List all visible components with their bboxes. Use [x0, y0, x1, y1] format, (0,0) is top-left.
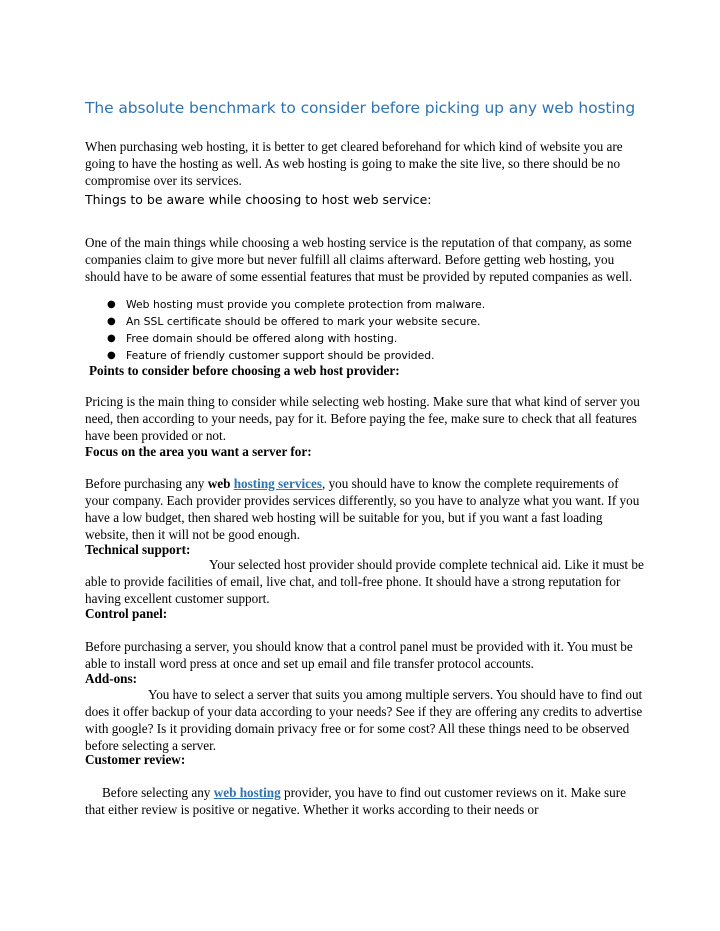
- points-heading: Points to consider before choosing a web host provider:: [89, 363, 400, 378]
- list-item: [85, 330, 645, 347]
- focus-heading: Focus on the area you want a server for:: [85, 444, 312, 459]
- list-item-text: Free domain should be offered along with hosting.: [126, 332, 398, 345]
- intro-paragraph: When purchasing web hosting, it is better to get cleared beforehand for which kind of website you are going to have the hosting as well. As web hosting is going to make the site live, so there should be no compromise over its services.: [85, 139, 623, 188]
- pricing-paragraph: Pricing is the main thing to consider while selecting web hosting. Make sure that what kind of server you need, then according to your needs, pay for it. Before paying the fee, make sure to check that all features have been provided or not.: [85, 394, 640, 443]
- bullet-icon: ●: [107, 350, 116, 361]
- things-paragraph: One of the main things while choosing a web hosting service is the reputation of that company, as some companies claim to give more but never fulfill all claims afterward. Before getting web hosting, you should have to be aware of some essential features that must be provided by reputed companies as well.: [85, 235, 633, 284]
- list-item: [85, 296, 645, 313]
- hosting-services-link[interactable]: hosting services: [233, 476, 322, 491]
- add-ons-paragraph: You have to select a server that suits you among multiple servers. You should have to find out does it offer backup of your data according to your needs? See if they are offering any credits to advertise with google? Is it providing domain privacy free or for some cost? All these things need to be observed before selecting a server.: [85, 687, 643, 753]
- list-item: [85, 313, 645, 330]
- focus-text-after: , you should have to know the complete requirements of your company. Each provider provides services differently, so you have to analyze what you want. If you have a low budget, then shared web hosting will be suitable for you, but if you want a fast loading website, then it will not be good enough.: [85, 476, 640, 542]
- technical-support-heading: Technical support:: [85, 542, 191, 557]
- bullet-icon: ●: [107, 316, 116, 327]
- document-title: The absolute benchmark to consider before picking up any web hosting: [85, 99, 636, 117]
- customer-review-heading: Customer review:: [85, 752, 186, 767]
- things-heading: Things to be aware while choosing to host web service:: [85, 192, 432, 207]
- list-item-text: Web hosting must provide you complete protection from malware.: [126, 298, 486, 311]
- review-text-after: provider, you have to find out customer reviews on it. Make sure that either review is positive or negative. Whether it works according to their needs or: [85, 785, 626, 817]
- web-hosting-link[interactable]: web hosting: [213, 785, 281, 800]
- add-ons-heading: Add-ons:: [85, 671, 138, 686]
- bullet-icon: ●: [107, 299, 116, 310]
- focus-text-before: Before purchasing any: [85, 476, 208, 491]
- focus-bold-word: web: [207, 476, 231, 491]
- features-list: [85, 296, 645, 364]
- list-item-text: An SSL certificate should be offered to mark your website secure.: [126, 315, 481, 328]
- control-panel-heading: Control panel:: [85, 606, 168, 621]
- focus-paragraph: [85, 475, 645, 543]
- technical-support-paragraph: Your selected host provider should provide complete technical aid. Like it must be able to provide facilities of email, live chat, and toll-free phone. It should have a strong reputation for having excellent customer support.: [85, 557, 644, 606]
- customer-review-paragraph: [85, 784, 645, 818]
- bullet-icon: ●: [107, 333, 116, 344]
- review-text-before: Before selecting any: [102, 785, 214, 800]
- control-panel-paragraph: Before purchasing a server, you should know that a control panel must be provided with it. You must be able to install word press at once and set up email and file transfer protocol accounts.: [85, 639, 633, 671]
- list-item-text: Feature of friendly customer support should be provided.: [126, 349, 435, 362]
